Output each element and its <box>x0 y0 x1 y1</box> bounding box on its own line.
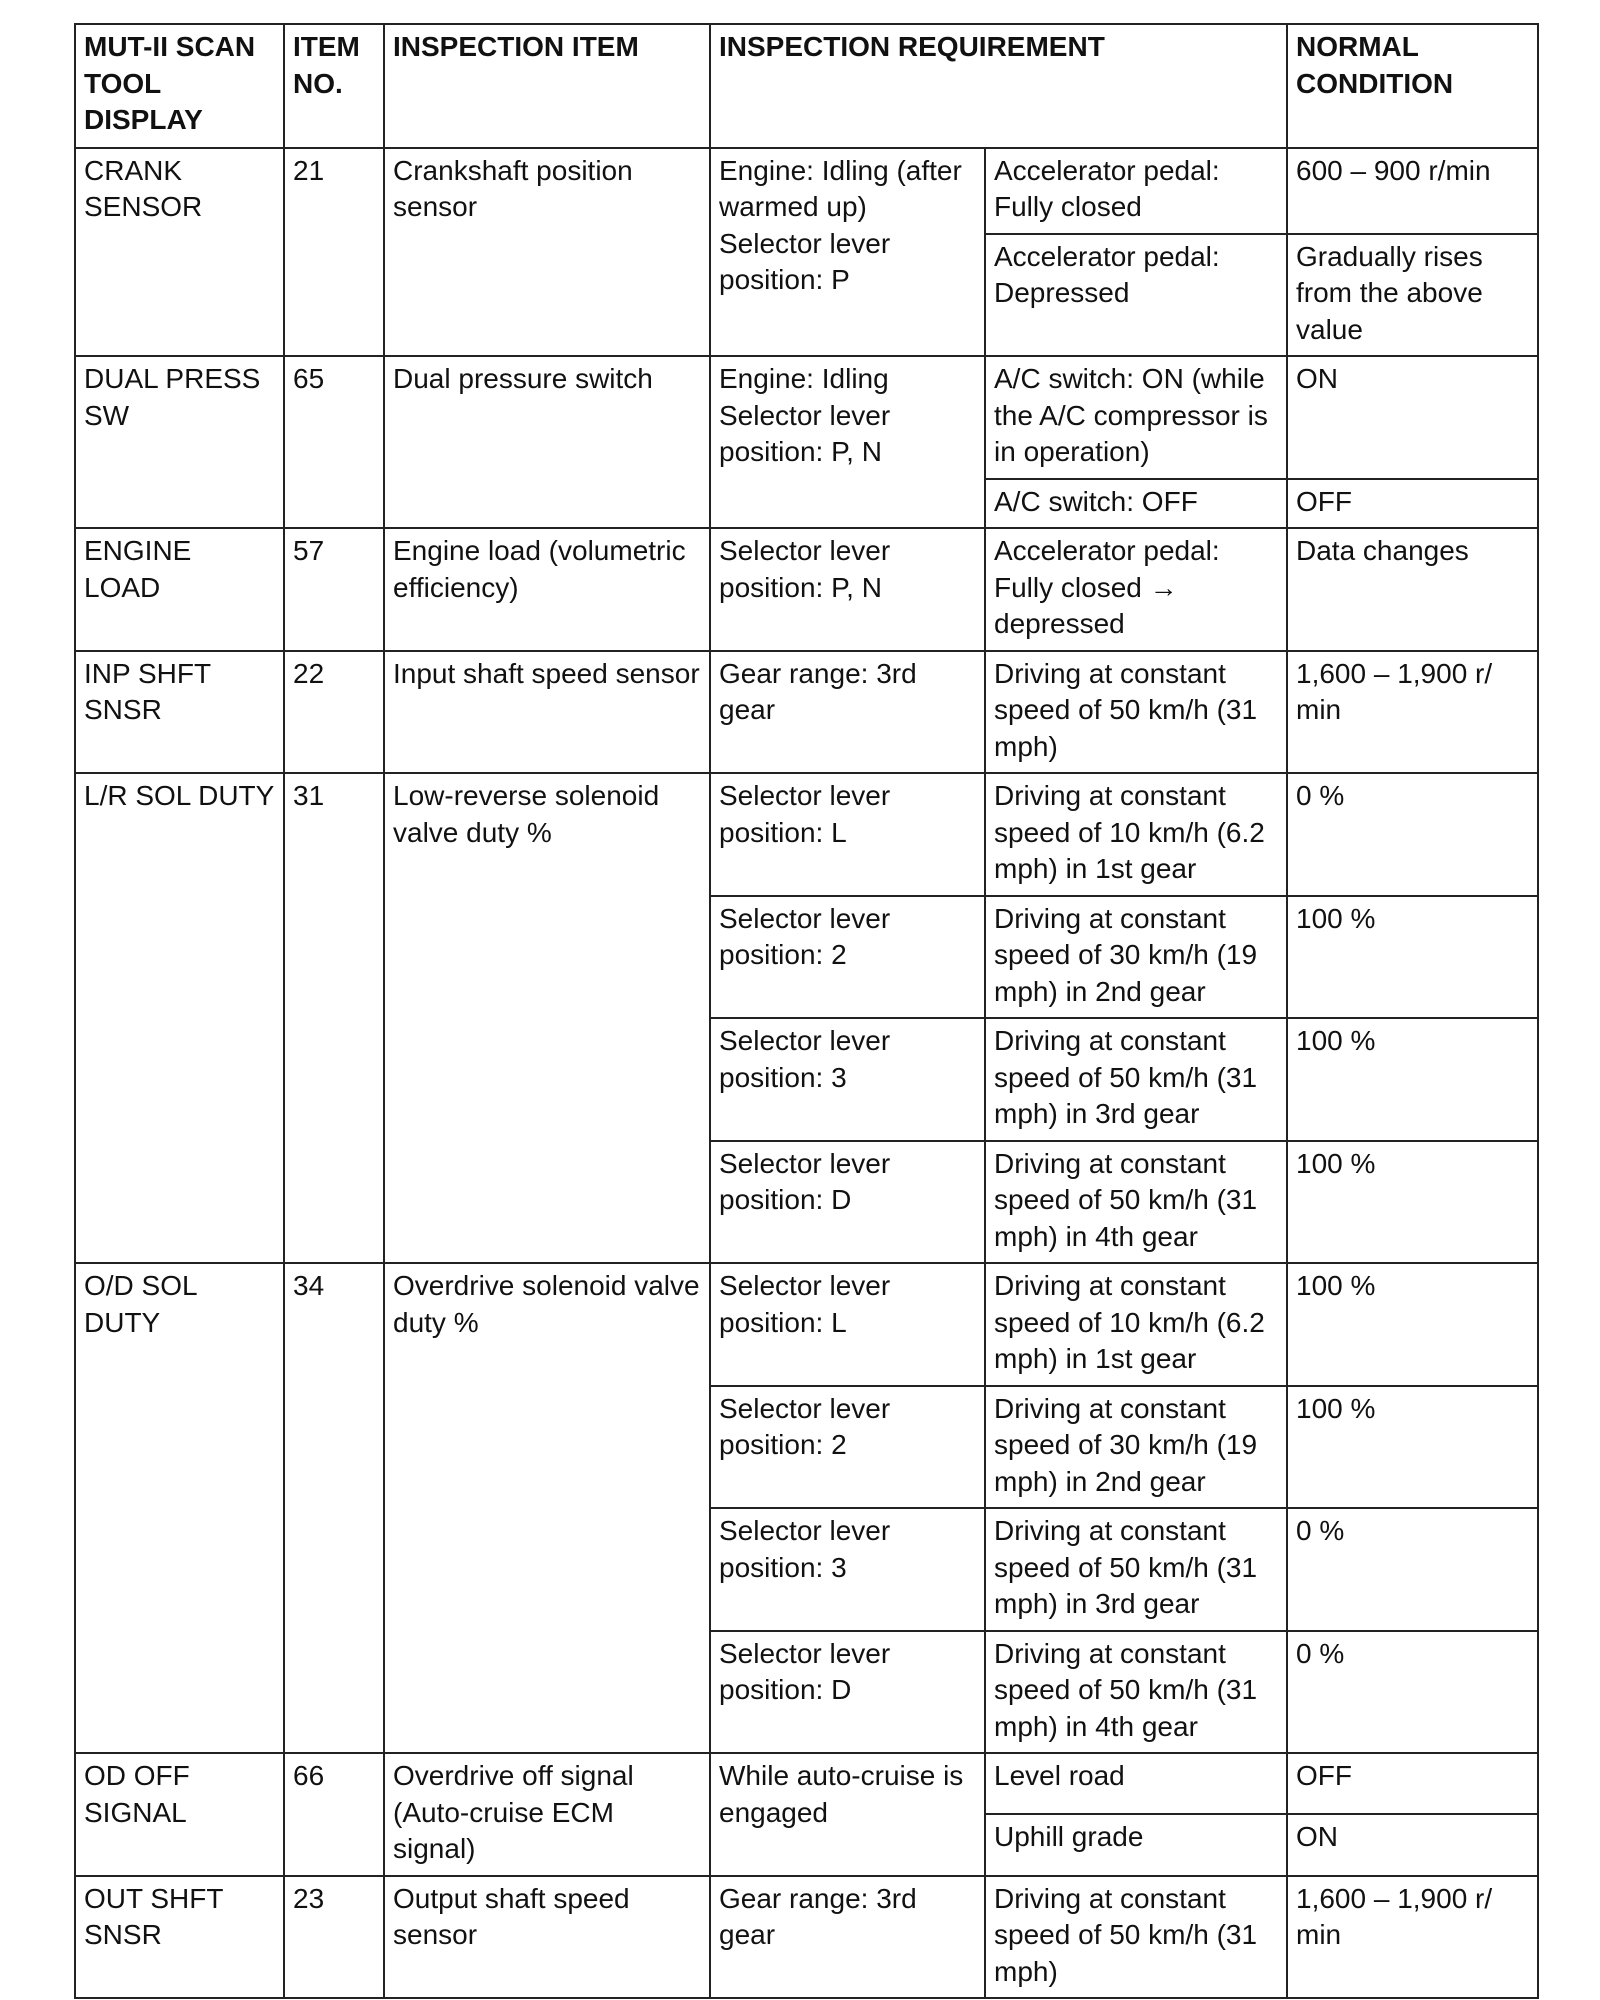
normal-condition: 100 % <box>1287 1018 1538 1141</box>
inspection-condition: Driving at constant speed of 30 km/h (19 mph) in 2nd gear <box>985 896 1287 1019</box>
table-row <box>75 651 1538 774</box>
inspection-condition: Driving at constant speed of 10 km/h (6.2 mph) in 1st gear <box>985 1263 1287 1386</box>
normal-condition: Data changes <box>1287 528 1538 651</box>
inspection-item: Output shaft speed sensor <box>384 1876 710 1999</box>
inspection-item: Low-reverse solenoid valve duty % <box>384 773 710 1263</box>
scan-tool-display: ENGINE LOAD <box>75 528 284 651</box>
normal-condition: OFF <box>1287 479 1538 529</box>
header-item-no: ITEM NO. <box>284 24 384 148</box>
item-number: 23 <box>284 1876 384 1999</box>
inspection-item: Overdrive off signal (Auto-cruise ECM signal) <box>384 1753 710 1876</box>
inspection-item: Engine load (volumetric efficiency) <box>384 528 710 651</box>
inspection-requirement: Selector lever position: 3 <box>710 1018 985 1141</box>
scan-tool-display: L/R SOL DUTY <box>75 773 284 1263</box>
normal-condition: 600 – 900 r/min <box>1287 148 1538 234</box>
inspection-condition: Driving at constant speed of 10 km/h (6.2 mph) in 1st gear <box>985 773 1287 896</box>
item-number: 66 <box>284 1753 384 1876</box>
inspection-condition: Driving at constant speed of 50 km/h (31 mph) <box>985 1876 1287 1999</box>
inspection-item: Input shaft speed sensor <box>384 651 710 774</box>
inspection-requirement: Engine: Idling (after warmed up) Selector lever position: P <box>710 148 985 357</box>
header-requirement: INSPECTION REQUIREMENT <box>710 24 1287 148</box>
item-number: 57 <box>284 528 384 651</box>
inspection-requirement: Selector lever position: 3 <box>710 1508 985 1631</box>
table-row <box>75 1263 1538 1386</box>
table-row <box>75 773 1538 896</box>
table-row <box>75 356 1538 479</box>
scan-tool-display: O/D SOL DUTY <box>75 1263 284 1753</box>
normal-condition: 100 % <box>1287 896 1538 1019</box>
scan-tool-display: DUAL PRESS SW <box>75 356 284 528</box>
normal-condition: 100 % <box>1287 1263 1538 1386</box>
inspection-condition: Driving at constant speed of 50 km/h (31 mph) in 3rd gear <box>985 1508 1287 1631</box>
inspection-requirement: Selector lever position: D <box>710 1141 985 1264</box>
item-number: 34 <box>284 1263 384 1753</box>
inspection-condition: Driving at constant speed of 30 km/h (19 mph) in 2nd gear <box>985 1386 1287 1509</box>
scan-tool-display: OUT SHFT SNSR <box>75 1876 284 1999</box>
inspection-item: Overdrive solenoid valve duty % <box>384 1263 710 1753</box>
normal-condition: 100 % <box>1287 1386 1538 1509</box>
normal-condition: Gradually rises from the above value <box>1287 234 1538 357</box>
inspection-requirement: Selector lever position: 2 <box>710 1386 985 1509</box>
normal-condition: 100 % <box>1287 1141 1538 1264</box>
normal-condition: 1,600 – 1,900 r/ min <box>1287 1876 1538 1999</box>
scan-tool-display: OD OFF SIGNAL <box>75 1753 284 1876</box>
normal-condition: 0 % <box>1287 1631 1538 1754</box>
item-number: 21 <box>284 148 384 357</box>
inspection-item: Dual pressure switch <box>384 356 710 528</box>
item-number: 65 <box>284 356 384 528</box>
inspection-requirement: Selector lever position: D <box>710 1631 985 1754</box>
header-display: MUT-II SCAN TOOL DISPLAY <box>75 24 284 148</box>
inspection-condition: Accelerator pedal: Fully closed → depressed <box>985 528 1287 651</box>
normal-condition: ON <box>1287 356 1538 479</box>
inspection-requirement: Selector lever position: L <box>710 1263 985 1386</box>
item-number: 31 <box>284 773 384 1263</box>
table-row <box>75 1753 1538 1814</box>
normal-condition: ON <box>1287 1814 1538 1875</box>
inspection-requirement: Selector lever position: P, N <box>710 528 985 651</box>
inspection-item: Crankshaft position sensor <box>384 148 710 357</box>
header-row <box>75 24 1538 148</box>
inspection-condition: Driving at constant speed of 50 km/h (31 mph) in 3rd gear <box>985 1018 1287 1141</box>
inspection-requirement: Engine: Idling Selector lever position: P, N <box>710 356 985 528</box>
inspection-condition: Driving at constant speed of 50 km/h (31 mph) in 4th gear <box>985 1141 1287 1264</box>
normal-condition: 0 % <box>1287 1508 1538 1631</box>
table-row <box>75 528 1538 651</box>
table-row <box>75 1876 1538 1999</box>
inspection-condition: Uphill grade <box>985 1814 1287 1875</box>
inspection-requirement: Selector lever position: L <box>710 773 985 896</box>
inspection-condition: A/C switch: ON (while the A/C compressor is in operation) <box>985 356 1287 479</box>
normal-condition: 1,600 – 1,900 r/ min <box>1287 651 1538 774</box>
item-number: 22 <box>284 651 384 774</box>
table-row <box>75 148 1538 234</box>
scan-tool-display: CRANK SENSOR <box>75 148 284 357</box>
inspection-requirement: Selector lever position: 2 <box>710 896 985 1019</box>
inspection-condition: Accelerator pedal: Depressed <box>985 234 1287 357</box>
inspection-table <box>74 23 1539 1999</box>
inspection-requirement: While auto-cruise is engaged <box>710 1753 985 1876</box>
inspection-requirement: Gear range: 3rd gear <box>710 1876 985 1999</box>
inspection-condition: Driving at constant speed of 50 km/h (31 mph) <box>985 651 1287 774</box>
inspection-requirement: Gear range: 3rd gear <box>710 651 985 774</box>
normal-condition: 0 % <box>1287 773 1538 896</box>
normal-condition: OFF <box>1287 1753 1538 1814</box>
inspection-condition: Driving at constant speed of 50 km/h (31 mph) in 4th gear <box>985 1631 1287 1754</box>
inspection-condition: A/C switch: OFF <box>985 479 1287 529</box>
header-item: INSPECTION ITEM <box>384 24 710 148</box>
scan-tool-display: INP SHFT SNSR <box>75 651 284 774</box>
table-body <box>75 148 1538 1999</box>
inspection-condition: Accelerator pedal: Fully closed <box>985 148 1287 234</box>
inspection-condition: Level road <box>985 1753 1287 1814</box>
header-normal: NORMAL CONDITION <box>1287 24 1538 148</box>
